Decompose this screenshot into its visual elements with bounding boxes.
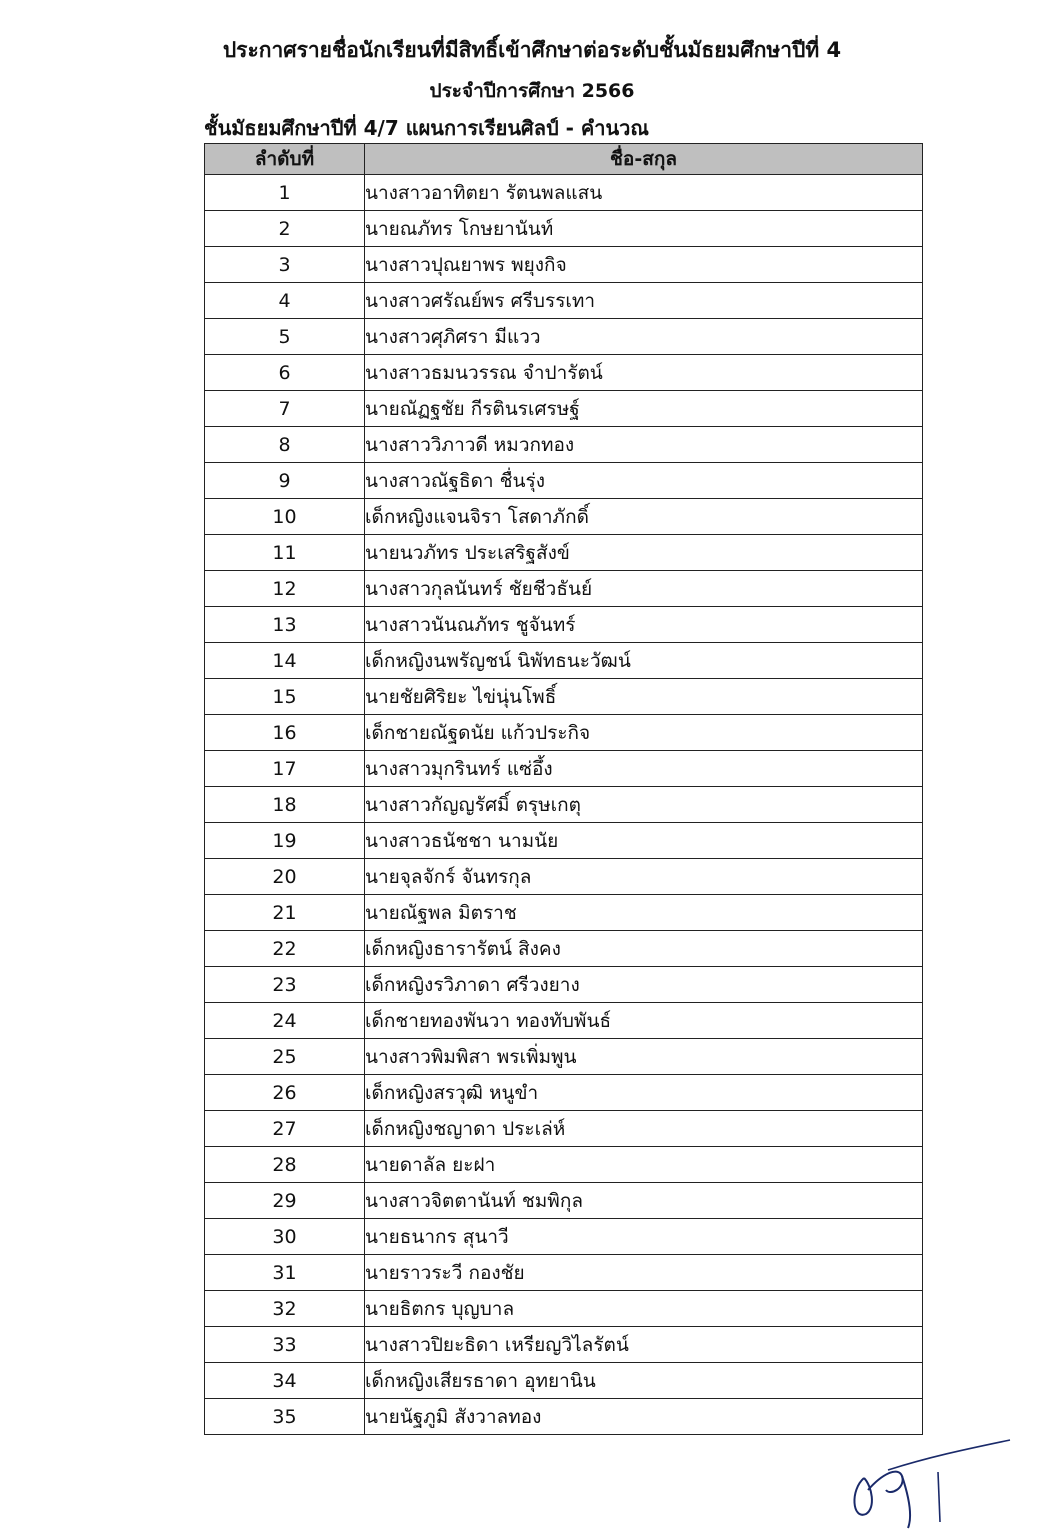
- row-number: 32: [205, 1291, 365, 1327]
- row-number: 10: [205, 499, 365, 535]
- table-row: [205, 1111, 923, 1147]
- row-number: 7: [205, 391, 365, 427]
- student-name: เด็กชายทองพันวา ทองทับพันธ์: [365, 1003, 923, 1039]
- student-name: นางสาวกุลนันทร์ ชัยชีวธันย์: [365, 571, 923, 607]
- row-number: 18: [205, 787, 365, 823]
- table-row: [205, 1255, 923, 1291]
- table-row: [205, 1291, 923, 1327]
- row-number: 1: [205, 175, 365, 211]
- row-number: 35: [205, 1399, 365, 1435]
- student-name: นางสาวกัญญรัศมิ์ ตรุษเกตุ: [365, 787, 923, 823]
- student-name: นายณัฏฐชัย กีรตินรเศรษฐ์: [365, 391, 923, 427]
- student-name: เด็กชายณัฐดนัย แก้วประกิจ: [365, 715, 923, 751]
- table-row: [205, 715, 923, 751]
- table-row: [205, 319, 923, 355]
- academic-year-subtitle: ประจำปีการศึกษา 2566: [429, 80, 635, 102]
- student-name: นางสาวจิตตานันท์ ชมพิกุล: [365, 1183, 923, 1219]
- student-name: นายนัฐภูมิ สังวาลทอง: [365, 1399, 923, 1435]
- student-name: นางสาวธนัชชา นามนัย: [365, 823, 923, 859]
- table-row: [205, 1147, 923, 1183]
- student-name: นายธนากร สุนาวี: [365, 1219, 923, 1255]
- student-name: นายณัฐพล มิตราช: [365, 895, 923, 931]
- student-name: นางสาวอาทิตยา รัตนพลแสน: [365, 175, 923, 211]
- student-name: นางสาวพิมพิสา พรเพิ่มพูน: [365, 1039, 923, 1075]
- roster-body: [205, 175, 923, 1435]
- row-number: 26: [205, 1075, 365, 1111]
- student-name: เด็กหญิงธารารัตน์ สิงคง: [365, 931, 923, 967]
- table-row: [205, 607, 923, 643]
- student-name: เด็กหญิงนพรัญชน์ นิพัทธนะวัฒน์: [365, 643, 923, 679]
- table-row: [205, 1039, 923, 1075]
- row-number: 28: [205, 1147, 365, 1183]
- table-row: [205, 427, 923, 463]
- student-name: นางสาวศุภิศรา มีแวว: [365, 319, 923, 355]
- student-name: นางสาวณัฐธิดา ชื่นรุ่ง: [365, 463, 923, 499]
- row-number: 16: [205, 715, 365, 751]
- student-name: นายราวระวี กองชัย: [365, 1255, 923, 1291]
- student-name: นายจุลจักร์ จันทรกุล: [365, 859, 923, 895]
- student-name: เด็กหญิงสรวุฒิ หนูขำ: [365, 1075, 923, 1111]
- table-row: [205, 823, 923, 859]
- table-row: [205, 1219, 923, 1255]
- table-row: [205, 247, 923, 283]
- row-number: 15: [205, 679, 365, 715]
- row-number: 27: [205, 1111, 365, 1147]
- student-name: นางสาวนันณภัทร ชูจันทร์: [365, 607, 923, 643]
- class-heading: ชั้นมัธยมศึกษาปีที่ 4/7 แผนการเรียนศิลป์ - คำนวณ: [204, 116, 649, 140]
- student-name: นางสาวศรัณย์พร ศรีบรรเทา: [365, 283, 923, 319]
- row-number: 23: [205, 967, 365, 1003]
- table-row: [205, 535, 923, 571]
- row-number: 20: [205, 859, 365, 895]
- row-number: 11: [205, 535, 365, 571]
- student-name: นายธิตกร บุญบาล: [365, 1291, 923, 1327]
- row-number: 2: [205, 211, 365, 247]
- table-row: [205, 679, 923, 715]
- table-row: [205, 355, 923, 391]
- student-name: นางสาวธมนวรรณ จำปารัตน์: [365, 355, 923, 391]
- table-row: [205, 1003, 923, 1039]
- row-number: 4: [205, 283, 365, 319]
- table-row: [205, 283, 923, 319]
- row-number: 12: [205, 571, 365, 607]
- table-row: [205, 499, 923, 535]
- table-row: [205, 931, 923, 967]
- row-number: 5: [205, 319, 365, 355]
- table-row: [205, 175, 923, 211]
- row-number: 30: [205, 1219, 365, 1255]
- table-header-row: [205, 144, 923, 175]
- student-name: เด็กหญิงเสียรธาดา อุทยานิน: [365, 1363, 923, 1399]
- document-title: ประกาศรายชื่อนักเรียนที่มีสิทธิ์เข้าศึกษาต่อระดับชั้นมัธยมศึกษาปีที่ 4: [222, 38, 842, 62]
- row-number: 14: [205, 643, 365, 679]
- row-number: 13: [205, 607, 365, 643]
- table-row: [205, 1363, 923, 1399]
- student-name: เด็กหญิงรวิภาดา ศรีวงยาง: [365, 967, 923, 1003]
- row-number: 31: [205, 1255, 365, 1291]
- row-number: 33: [205, 1327, 365, 1363]
- student-roster-table: [204, 143, 923, 1435]
- row-number: 21: [205, 895, 365, 931]
- header-no: ลำดับที่: [205, 144, 365, 175]
- table-row: [205, 571, 923, 607]
- table-row: [205, 751, 923, 787]
- signature-icon: [842, 1430, 1022, 1530]
- student-name: นายณภัทร โกษยานันท์: [365, 211, 923, 247]
- student-name: นางสาวปิยะธิดา เหรียญวิไลรัตน์: [365, 1327, 923, 1363]
- student-name: นายนวภัทร ประเสริฐสังข์: [365, 535, 923, 571]
- row-number: 34: [205, 1363, 365, 1399]
- student-name: เด็กหญิงชญาดา ประเล่ห์: [365, 1111, 923, 1147]
- table-row: [205, 1399, 923, 1435]
- table-row: [205, 643, 923, 679]
- table-row: [205, 1327, 923, 1363]
- row-number: 22: [205, 931, 365, 967]
- table-row: [205, 967, 923, 1003]
- table-row: [205, 859, 923, 895]
- header-name: ชื่อ-สกุล: [365, 144, 923, 175]
- student-name: นางสาววิภาวดี หมวกทอง: [365, 427, 923, 463]
- student-name: นางสาวปุณยาพร พยุงกิจ: [365, 247, 923, 283]
- table-row: [205, 211, 923, 247]
- table-row: [205, 895, 923, 931]
- row-number: 25: [205, 1039, 365, 1075]
- row-number: 29: [205, 1183, 365, 1219]
- student-name: เด็กหญิงแจนจิรา โสดาภักดิ์: [365, 499, 923, 535]
- student-name: นายชัยศิริยะ ไข่นุ่นโพธิ์: [365, 679, 923, 715]
- row-number: 19: [205, 823, 365, 859]
- student-name: นายดาลัล ยะฝา: [365, 1147, 923, 1183]
- row-number: 17: [205, 751, 365, 787]
- table-row: [205, 787, 923, 823]
- table-row: [205, 391, 923, 427]
- row-number: 9: [205, 463, 365, 499]
- table-row: [205, 1183, 923, 1219]
- student-name: นางสาวมุกรินทร์ แซ่อึ้ง: [365, 751, 923, 787]
- row-number: 24: [205, 1003, 365, 1039]
- table-row: [205, 1075, 923, 1111]
- row-number: 3: [205, 247, 365, 283]
- row-number: 8: [205, 427, 365, 463]
- row-number: 6: [205, 355, 365, 391]
- table-row: [205, 463, 923, 499]
